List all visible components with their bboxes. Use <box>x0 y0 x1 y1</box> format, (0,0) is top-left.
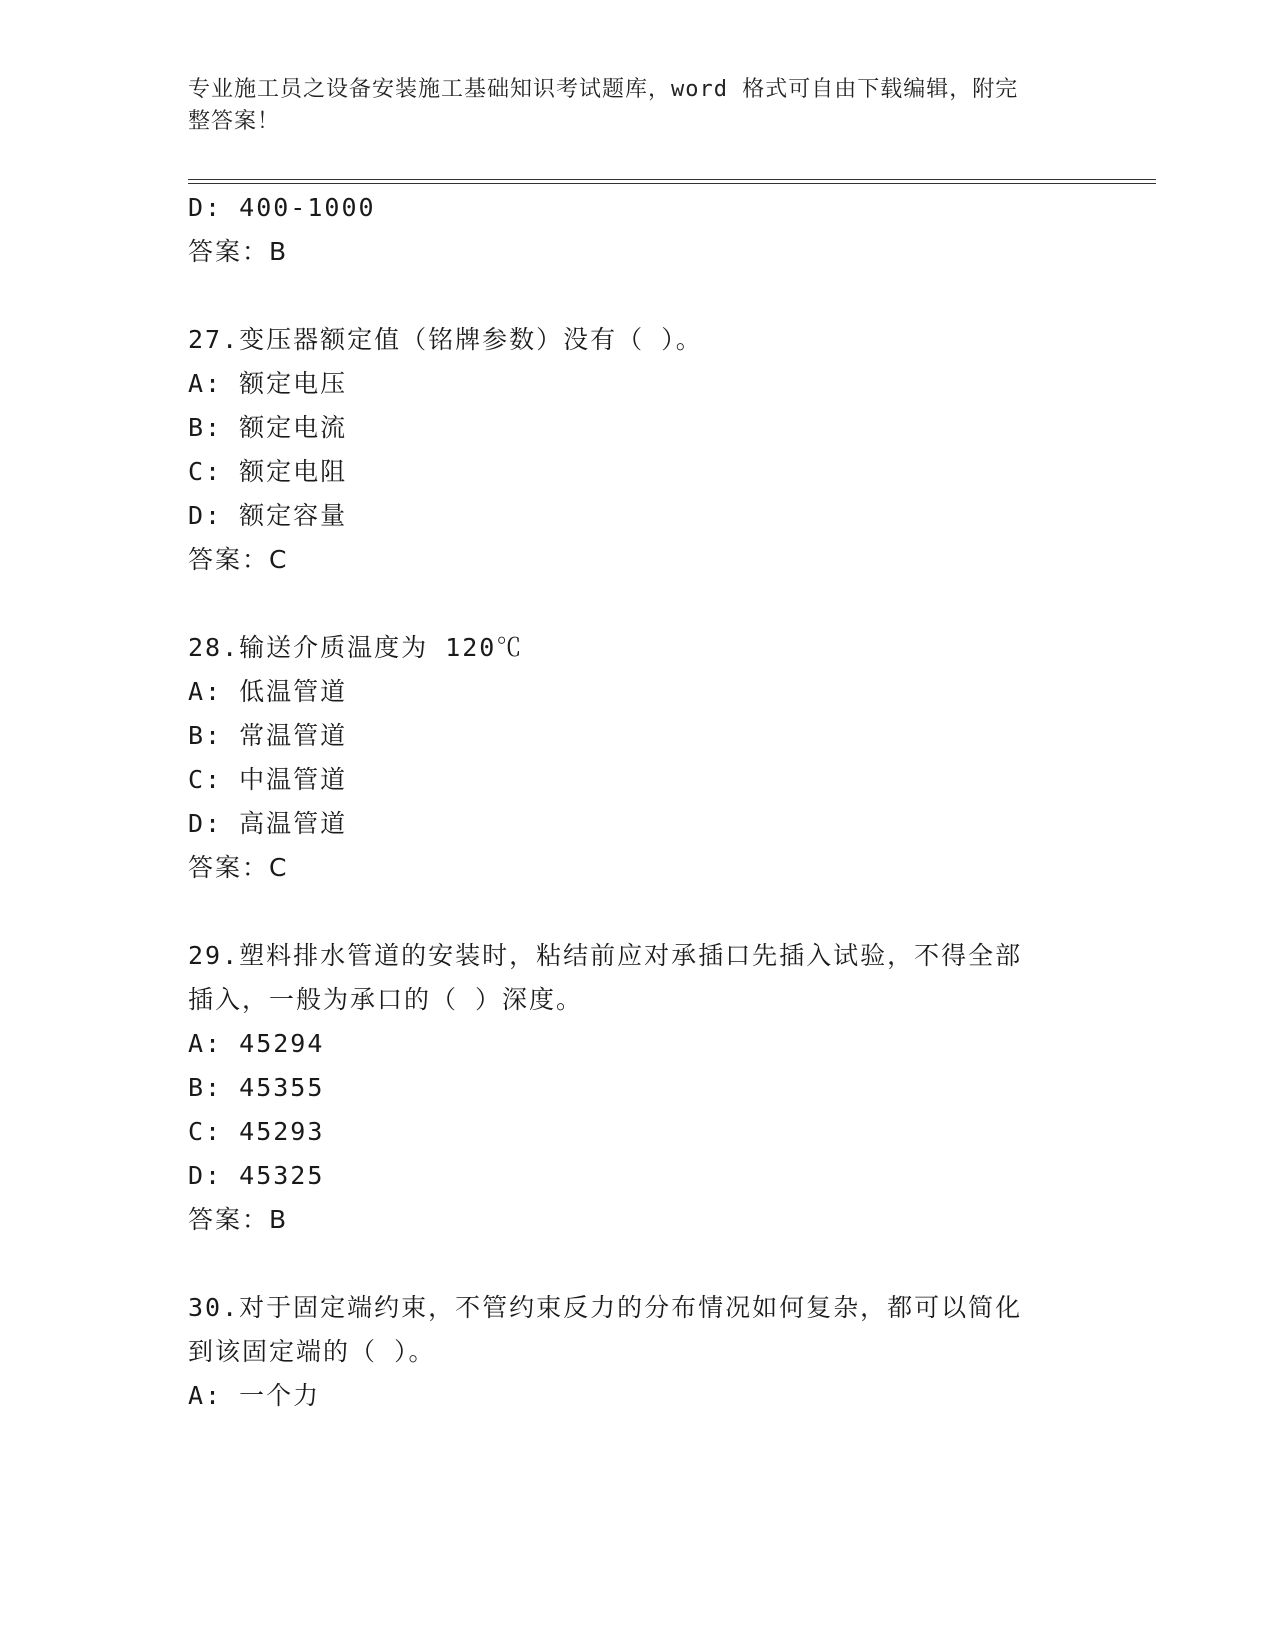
q30-option-a: A: 一个力 <box>188 1381 321 1410</box>
q30-stem-line-1: 30.对于固定端约束，不管约束反力的分布情况如何复杂，都可以简化 <box>188 1293 1023 1322</box>
q29-stem-line-2: 插入，一般为承口的（ ）深度。 <box>188 985 584 1014</box>
q28-answer: 答案：C <box>188 853 289 882</box>
q28-stem: 28.输送介质温度为 120℃ <box>188 633 524 662</box>
document-header <box>188 74 1088 138</box>
q28-option-b: B: 常温管道 <box>188 721 348 750</box>
q27-option-b: B: 额定电流 <box>188 413 348 442</box>
q28-option-d: D: 高温管道 <box>188 809 348 838</box>
q27-option-c: C: 额定电阻 <box>188 457 348 486</box>
q29-answer: 答案：B <box>188 1205 289 1234</box>
q30-stem-line-2: 到该固定端的（ ）。 <box>188 1337 436 1366</box>
prev-answer: 答案：B <box>188 237 289 266</box>
q28-option-c: C: 中温管道 <box>188 765 348 794</box>
header-divider-top <box>188 179 1156 180</box>
q29-option-c: C: 45293 <box>188 1117 325 1146</box>
q29-option-d: D: 45325 <box>188 1161 325 1190</box>
q27-option-d: D: 额定容量 <box>188 501 348 530</box>
q27-stem: 27.变压器额定值（铭牌参数）没有（ ）。 <box>188 325 703 354</box>
header-line-1: 专业施工员之设备安装施工基础知识考试题库，word 格式可自由下载编辑，附完 <box>188 77 1019 102</box>
prev-option-d: D: 400-1000 <box>188 193 376 222</box>
q29-stem-line-1: 29.塑料排水管道的安装时，粘结前应对承插口先插入试验，不得全部 <box>188 941 1023 970</box>
q27-answer: 答案：C <box>188 545 289 574</box>
q27-option-a: A: 额定电压 <box>188 369 348 398</box>
header-divider-bottom <box>188 183 1156 184</box>
q28-option-a: A: 低温管道 <box>188 677 348 706</box>
q29-option-a: A: 45294 <box>188 1029 325 1058</box>
header-line-2: 整答案！ <box>188 109 281 134</box>
q29-option-b: B: 45355 <box>188 1073 325 1102</box>
